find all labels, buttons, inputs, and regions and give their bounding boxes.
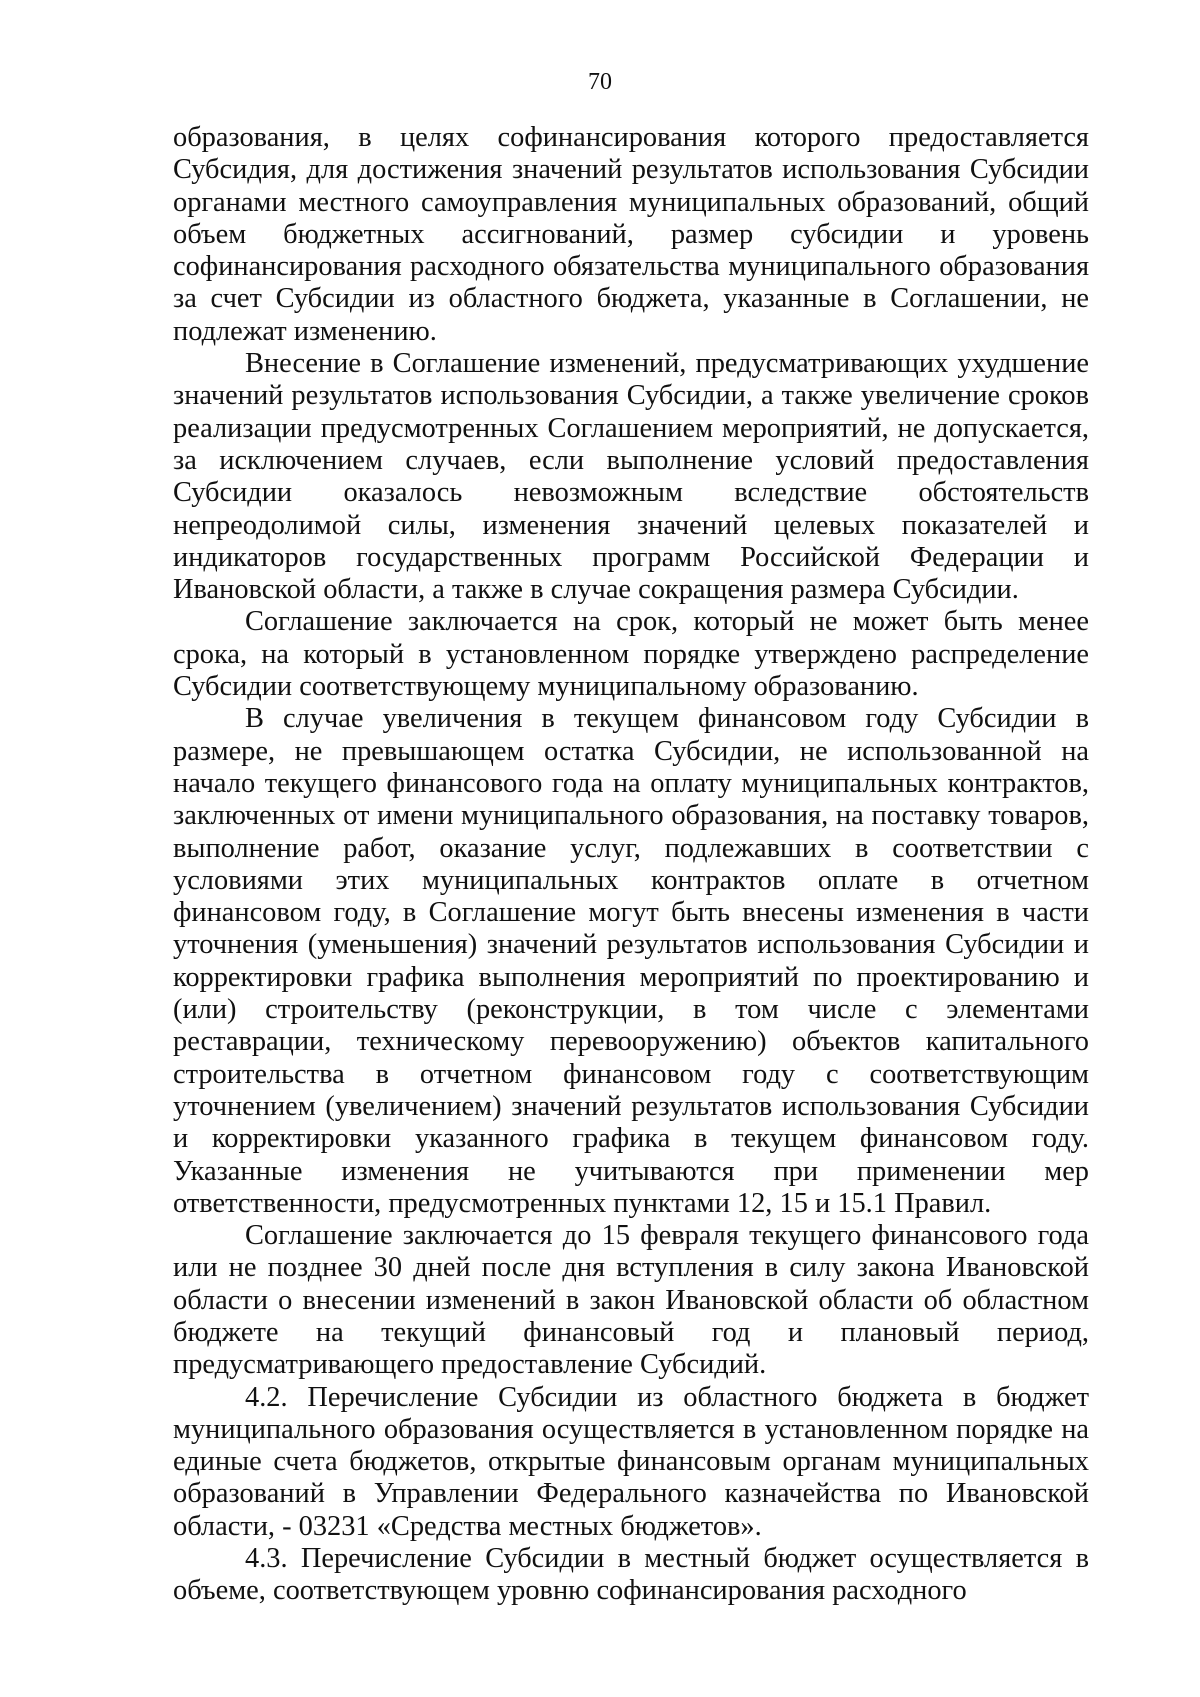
paragraph-2: Внесение в Соглашение изменений, предусматривающих ухудшение значений результатов использования Субсидии, а также увеличение сроков реализации предусмотренных Соглашением мероприятий, не допускается, за исключением случаев, если выполнение условий предоставления Субсидии оказалось невозможным вследствие обстоятельств непреодолимой силы, изменения значений целевых показателей и индикаторов государственных программ Российской Федерации и Ивановской области, а также в случае сокращения размера Субсидии. [173, 348, 1089, 606]
paragraph-section-4-3: 4.3. Перечисление Субсидии в местный бюджет осуществляется в объеме, соответствующем уровню софинансирования расходного [173, 1543, 1089, 1607]
paragraph-4: В случае увеличения в текущем финансовом году Субсидии в размере, не превышающем остатка Субсидии, не использованной на начало текущего финансового года на оплату муниципальных контрактов, заключенных от имени муниципального образования, на поставку товаров, выполнение работ, оказание услуг, подлежавших в соответствии с условиями этих муниципальных контрактов оплате в отчетном финансовом году, в Соглашение могут быть внесены изменения в части уточнения (уменьшения) значений результатов использования Субсидии и корректировки графика выполнения мероприятий по проектированию и (или) строительству (реконструкции, в том числе с элементами реставрации, техническому перевооружению) объектов капитального строительства в отчетном финансовом году с соответствующим уточнением (увеличением) значений результатов использования Субсидии и корректировки указанного графика в текущем финансовом году. Указанные изменения не учитываются при применении мер ответственности, предусмотренных пунктами 12, 15 и 15.1 Правил. [173, 703, 1089, 1219]
paragraph-section-4-2: 4.2. Перечисление Субсидии из областного бюджета в бюджет муниципального образования осуществляется в установленном порядке на единые счета бюджетов, открытые финансовым органам муниципальных образований в Управлении Федерального казначейства по Ивановской области, - 03231 «Средства местных бюджетов». [173, 1381, 1089, 1542]
paragraph-1: образования, в целях софинансирования которого предоставляется Субсидия, для достижения значений результатов использования Субсидии органами местного самоуправления муниципальных образований, общий объем бюджетных ассигнований, размер субсидии и уровень софинансирования расходного обязательства муниципального образования за счет Субсидии из областного бюджета, указанные в Соглашении, не подлежат изменению. [173, 122, 1089, 347]
page-number: 70 [588, 69, 612, 95]
paragraph-5: Соглашение заключается до 15 февраля текущего финансового года или не позднее 30 дней после дня вступления в силу закона Ивановской области о внесении изменений в закон Ивановской области об областном бюджете на текущий финансовый год и плановый период, предусматривающего предоставление Субсидий. [173, 1220, 1089, 1381]
paragraph-3: Соглашение заключается на срок, который не может быть менее срока, на который в установленном порядке утверждено распределение Субсидии соответствующему муниципальному образованию. [173, 606, 1089, 703]
document-body [173, 122, 1089, 1608]
